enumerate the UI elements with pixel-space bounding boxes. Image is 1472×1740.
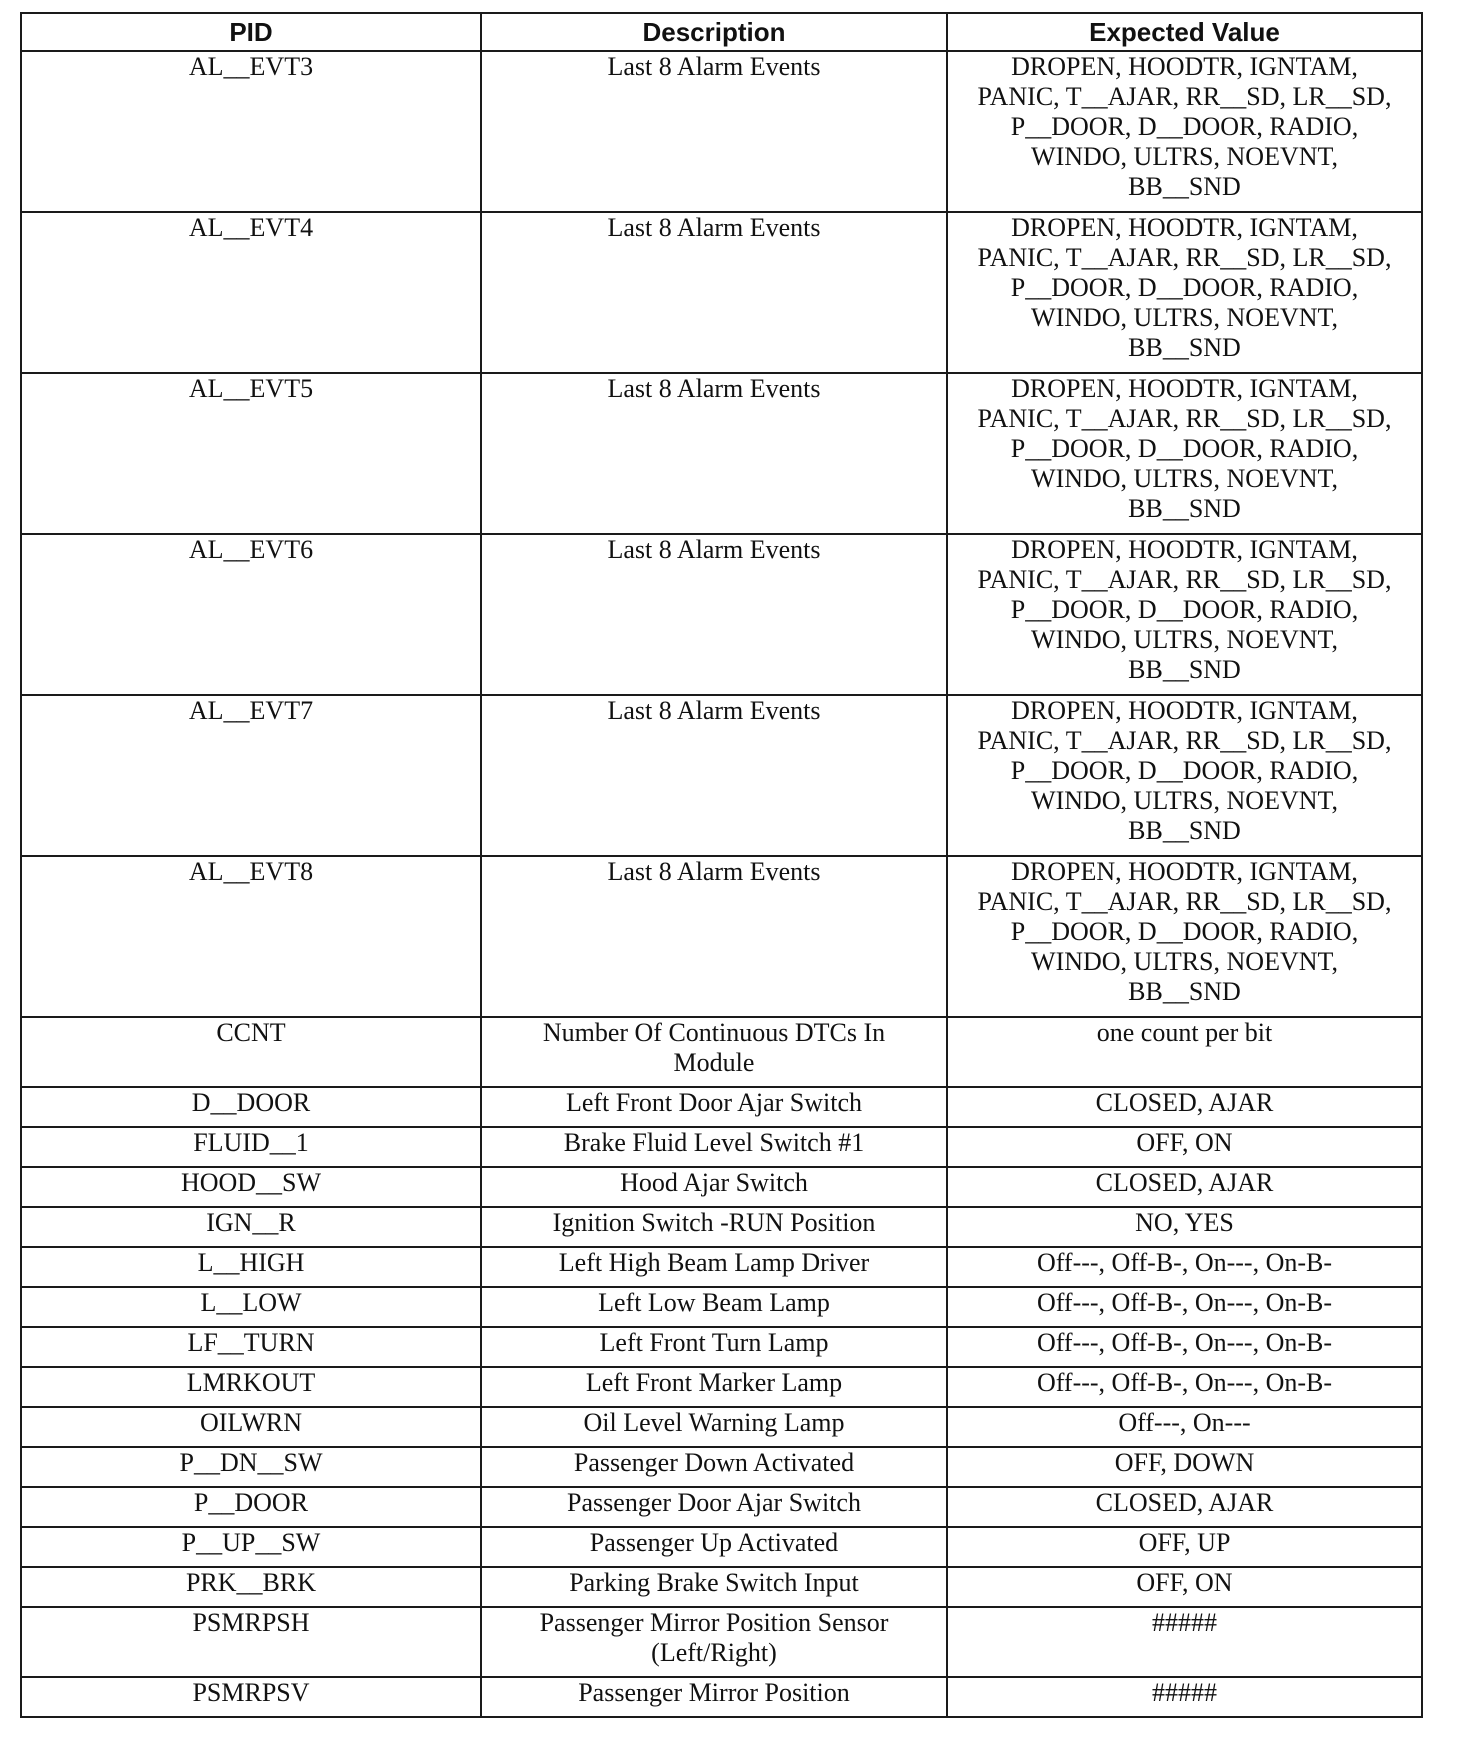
cell-description: Passenger Mirror Position: [481, 1677, 947, 1717]
cell-expected-value: DROPEN, HOODTR, IGNTAM, PANIC, T__AJAR, RR__SD, LR__SD, P__DOOR, D__DOOR, RADIO, WINDO, ULTRS, NOEVNT, BB__SND: [947, 373, 1422, 534]
cell-pid: P__DN__SW: [21, 1447, 481, 1487]
cell-description: Last 8 Alarm Events: [481, 212, 947, 373]
cell-expected-value: DROPEN, HOODTR, IGNTAM, PANIC, T__AJAR, RR__SD, LR__SD, P__DOOR, D__DOOR, RADIO, WINDO, ULTRS, NOEVNT, BB__SND: [947, 856, 1422, 1017]
cell-pid: LMRKOUT: [21, 1367, 481, 1407]
table-row: [21, 1407, 1422, 1447]
table-row: [21, 1677, 1422, 1717]
cell-pid: AL__EVT4: [21, 212, 481, 373]
table-row: [21, 1287, 1422, 1327]
cell-expected-value: OFF, ON: [947, 1567, 1422, 1607]
cell-expected-value: one count per bit: [947, 1017, 1422, 1087]
cell-description: Brake Fluid Level Switch #1: [481, 1127, 947, 1167]
cell-expected-value: Off---, Off-B-, On---, On-B-: [947, 1287, 1422, 1327]
cell-expected-value: Off---, Off-B-, On---, On-B-: [947, 1367, 1422, 1407]
table-row: [21, 1447, 1422, 1487]
cell-description: Passenger Door Ajar Switch: [481, 1487, 947, 1527]
cell-description: Number Of Continuous DTCs In Module: [481, 1017, 947, 1087]
cell-expected-value: #####: [947, 1607, 1422, 1677]
cell-pid: L__HIGH: [21, 1247, 481, 1287]
header-row: [21, 13, 1422, 51]
cell-pid: AL__EVT6: [21, 534, 481, 695]
cell-pid: PSMRPSV: [21, 1677, 481, 1717]
cell-pid: AL__EVT5: [21, 373, 481, 534]
cell-description: Left Front Door Ajar Switch: [481, 1087, 947, 1127]
header-expected-value: Expected Value: [947, 13, 1422, 51]
header-description: Description: [481, 13, 947, 51]
cell-pid: LF__TURN: [21, 1327, 481, 1367]
cell-description: Last 8 Alarm Events: [481, 51, 947, 212]
table-row: [21, 1487, 1422, 1527]
cell-pid: FLUID__1: [21, 1127, 481, 1167]
cell-expected-value: DROPEN, HOODTR, IGNTAM, PANIC, T__AJAR, RR__SD, LR__SD, P__DOOR, D__DOOR, RADIO, WINDO, ULTRS, NOEVNT, BB__SND: [947, 212, 1422, 373]
cell-expected-value: CLOSED, AJAR: [947, 1167, 1422, 1207]
table-row: [21, 1247, 1422, 1287]
cell-pid: PSMRPSH: [21, 1607, 481, 1677]
cell-pid: D__DOOR: [21, 1087, 481, 1127]
table-row: [21, 534, 1422, 695]
cell-expected-value: DROPEN, HOODTR, IGNTAM, PANIC, T__AJAR, RR__SD, LR__SD, P__DOOR, D__DOOR, RADIO, WINDO, ULTRS, NOEVNT, BB__SND: [947, 51, 1422, 212]
cell-pid: AL__EVT3: [21, 51, 481, 212]
cell-expected-value: NO, YES: [947, 1207, 1422, 1247]
table-row: [21, 1087, 1422, 1127]
cell-pid: AL__EVT7: [21, 695, 481, 856]
table-row: [21, 1127, 1422, 1167]
cell-expected-value: Off---, On---: [947, 1407, 1422, 1447]
cell-expected-value: OFF, DOWN: [947, 1447, 1422, 1487]
table-row: [21, 1207, 1422, 1247]
cell-expected-value: Off---, Off-B-, On---, On-B-: [947, 1247, 1422, 1287]
table-row: [21, 695, 1422, 856]
cell-pid: OILWRN: [21, 1407, 481, 1447]
header-pid: PID: [21, 13, 481, 51]
cell-expected-value: DROPEN, HOODTR, IGNTAM, PANIC, T__AJAR, RR__SD, LR__SD, P__DOOR, D__DOOR, RADIO, WINDO, ULTRS, NOEVNT, BB__SND: [947, 534, 1422, 695]
cell-pid: HOOD__SW: [21, 1167, 481, 1207]
table-row: [21, 1327, 1422, 1367]
table-row: [21, 373, 1422, 534]
cell-expected-value: #####: [947, 1677, 1422, 1717]
cell-pid: L__LOW: [21, 1287, 481, 1327]
table-row: [21, 1567, 1422, 1607]
cell-description: Passenger Up Activated: [481, 1527, 947, 1567]
table-row: [21, 212, 1422, 373]
cell-pid: P__UP__SW: [21, 1527, 481, 1567]
cell-description: Hood Ajar Switch: [481, 1167, 947, 1207]
cell-description: Oil Level Warning Lamp: [481, 1407, 947, 1447]
cell-description: Last 8 Alarm Events: [481, 856, 947, 1017]
cell-pid: AL__EVT8: [21, 856, 481, 1017]
cell-description: Left Front Marker Lamp: [481, 1367, 947, 1407]
cell-expected-value: OFF, ON: [947, 1127, 1422, 1167]
cell-description: Left High Beam Lamp Driver: [481, 1247, 947, 1287]
cell-pid: IGN__R: [21, 1207, 481, 1247]
cell-expected-value: CLOSED, AJAR: [947, 1087, 1422, 1127]
table-row: [21, 1527, 1422, 1567]
table-row: [21, 1367, 1422, 1407]
cell-description: Passenger Down Activated: [481, 1447, 947, 1487]
cell-description: Ignition Switch -RUN Position: [481, 1207, 947, 1247]
cell-description: Last 8 Alarm Events: [481, 534, 947, 695]
cell-description: Left Low Beam Lamp: [481, 1287, 947, 1327]
cell-description: Parking Brake Switch Input: [481, 1567, 947, 1607]
cell-description: Passenger Mirror Position Sensor (Left/Right): [481, 1607, 947, 1677]
cell-pid: P__DOOR: [21, 1487, 481, 1527]
cell-description: Last 8 Alarm Events: [481, 373, 947, 534]
cell-description: Last 8 Alarm Events: [481, 695, 947, 856]
cell-pid: CCNT: [21, 1017, 481, 1087]
table-row: [21, 1607, 1422, 1677]
table-row: [21, 51, 1422, 212]
cell-pid: PRK__BRK: [21, 1567, 481, 1607]
cell-expected-value: Off---, Off-B-, On---, On-B-: [947, 1327, 1422, 1367]
cell-description: Left Front Turn Lamp: [481, 1327, 947, 1367]
cell-expected-value: DROPEN, HOODTR, IGNTAM, PANIC, T__AJAR, RR__SD, LR__SD, P__DOOR, D__DOOR, RADIO, WINDO, ULTRS, NOEVNT, BB__SND: [947, 695, 1422, 856]
table-row: [21, 1017, 1422, 1087]
table-row: [21, 1167, 1422, 1207]
pid-table: [20, 12, 1423, 1718]
cell-expected-value: CLOSED, AJAR: [947, 1487, 1422, 1527]
cell-expected-value: OFF, UP: [947, 1527, 1422, 1567]
table-row: [21, 856, 1422, 1017]
